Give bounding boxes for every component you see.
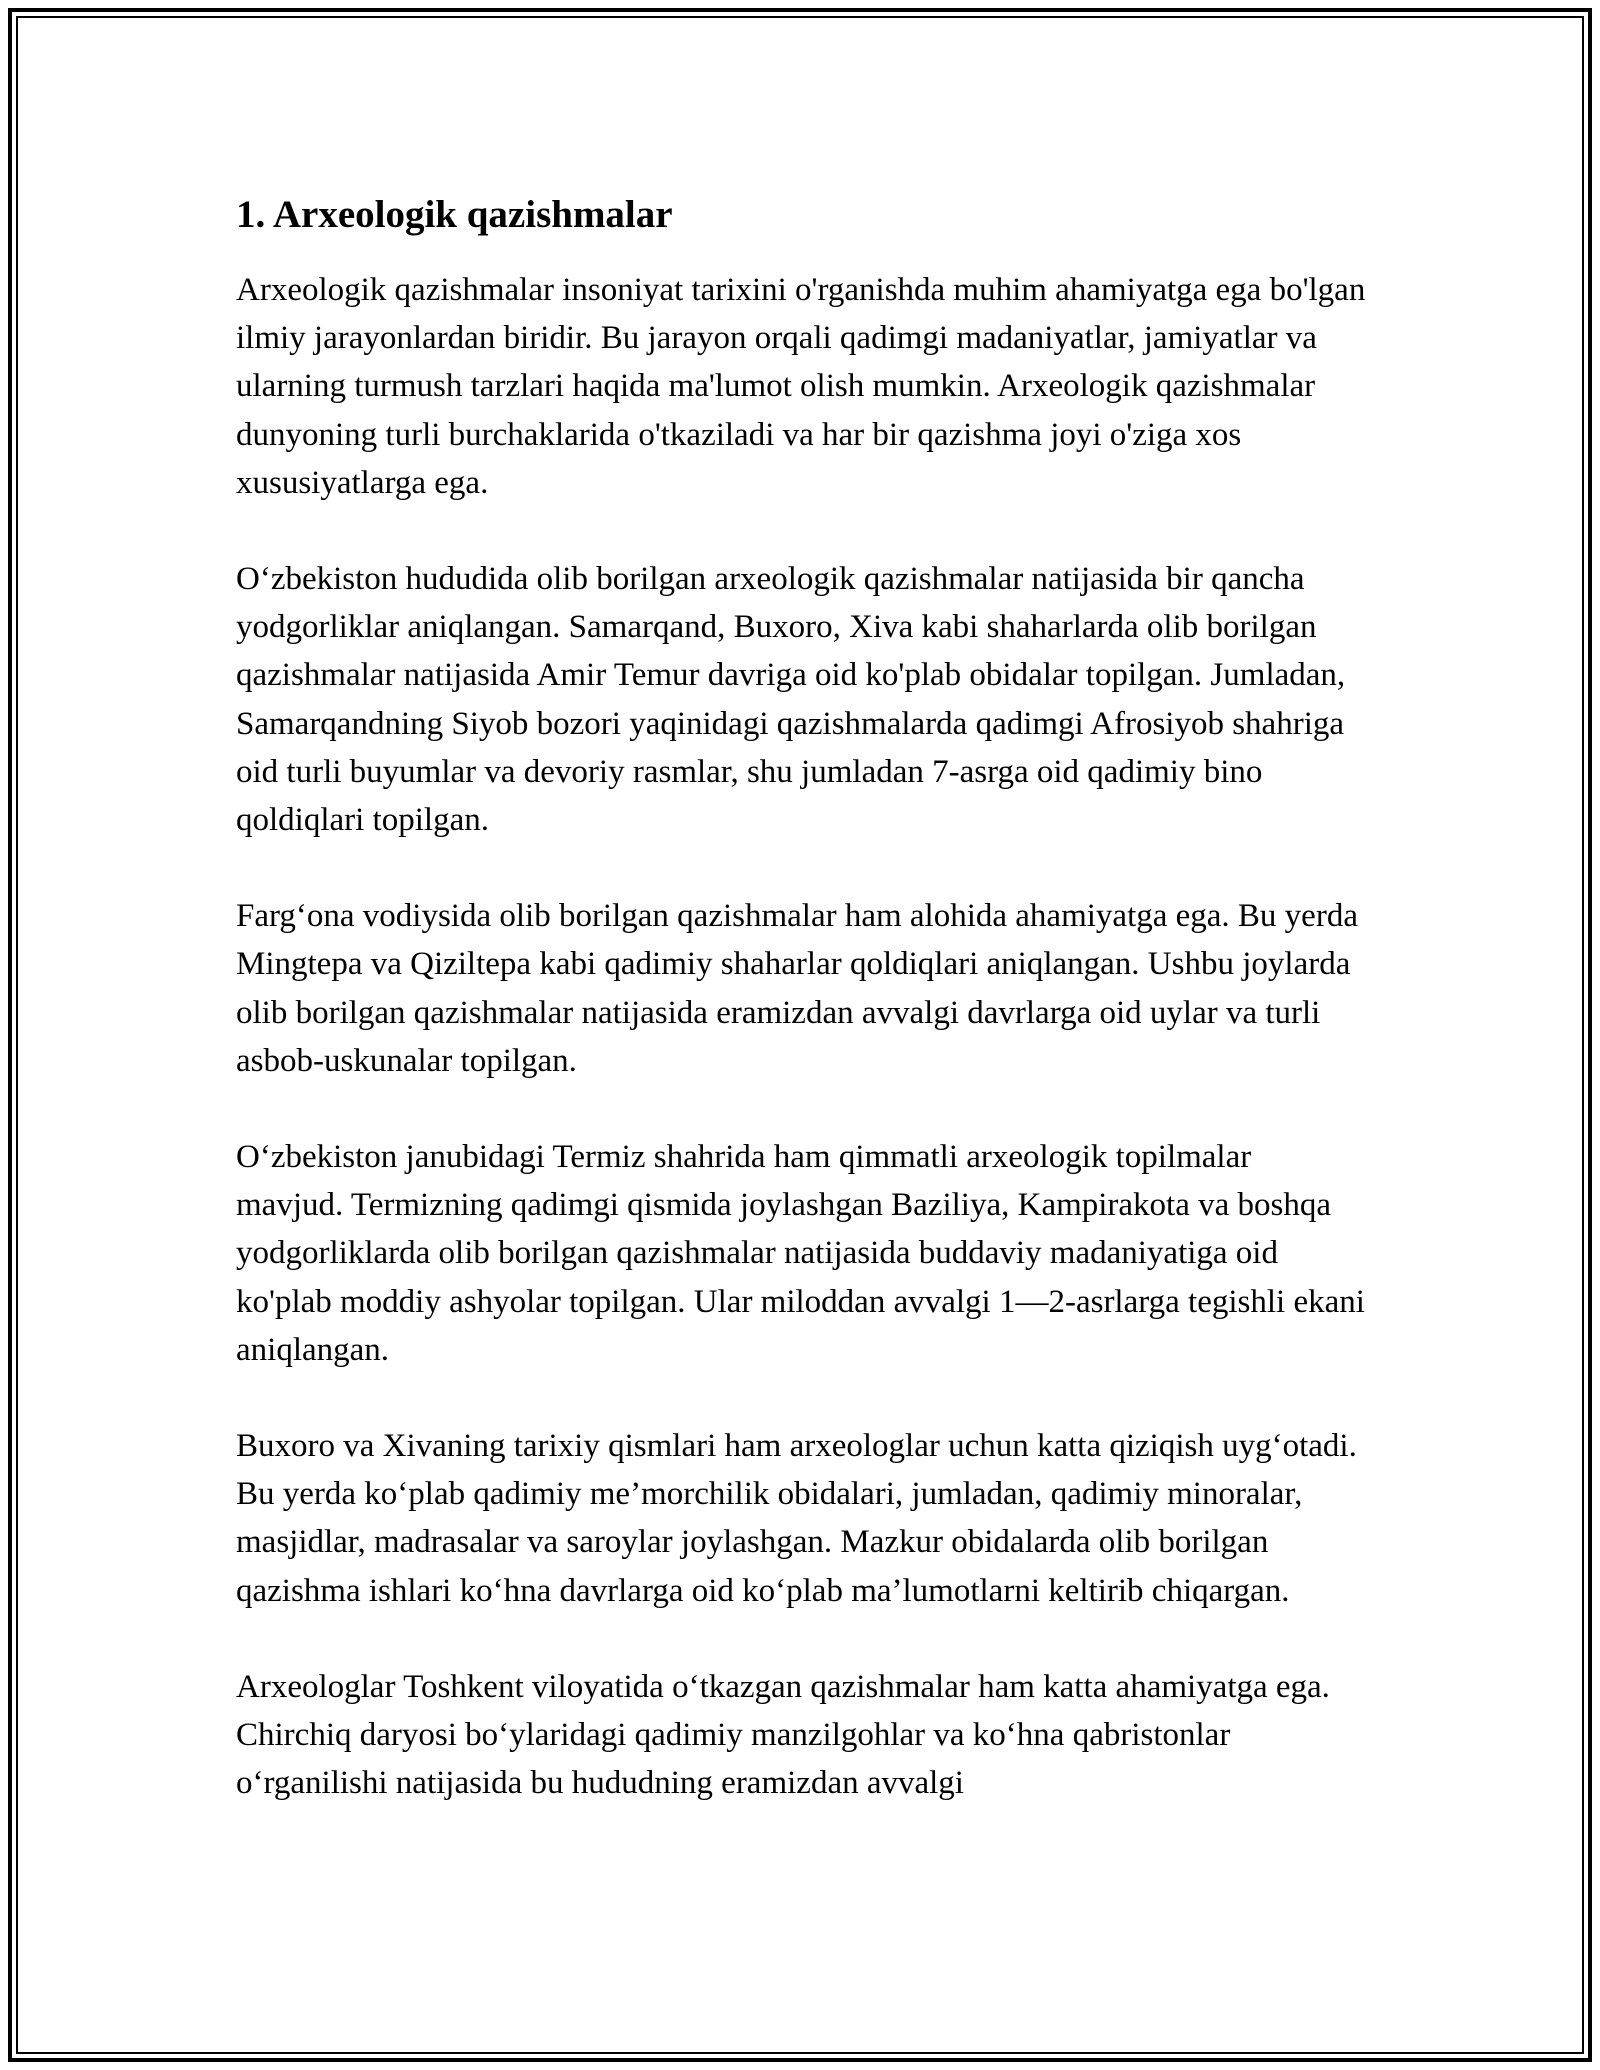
- document-body: [236, 188, 1366, 1807]
- paragraph-termez: O‘zbekiston janubidagi Termiz shahrida ham qimmatli arxeologik topilmalar mavjud. Termizning qadimgi qismida joylashgan Baziliya, Kampirakota va boshqa yodgorliklarda olib borilgan qazishmalar natijasida buddaviy madaniyatiga oid ko'plab moddiy ashyolar topilgan. Ular miloddan avvalgi 1—2-asrlarga tegishli ekani aniqlangan.: [236, 1139, 1365, 1368]
- section-title: 1. Arxeologik qazishmalar: [236, 193, 673, 236]
- paragraph-uzbekistan: O‘zbekiston hududida olib borilgan arxeologik qazishmalar natijasida bir qancha yodgorliklar aniqlangan. Samarqand, Buxoro, Xiva kabi shaharlarda olib borilgan qazishmalar natijasida Amir Temur davriga oid ko'plab obidalar topilgan. Jumladan, Samarqandning Siyob bozori yaqinidagi qazishmalarda qadimgi Afrosiyob shahriga oid turli buyumlar va devoriy rasmlar, shu jumladan 7-asrga oid qadimiy bino qoldiqlari topilgan.: [236, 561, 1346, 839]
- paragraph-tashkent: Arxeologlar Toshkent viloyatida o‘tkazgan qazishmalar ham katta ahamiyatga ega. Chirchiq daryosi bo‘ylaridagi qadimiy manzilgohlar va ko‘hna qabristonlar o‘rganilishi natijasida bu hududning eramizdan avvalgi: [236, 1668, 1330, 1802]
- paragraph-intro: Arxeologik qazishmalar insoniyat tarixini o'rganishda muhim ahamiyatga ega bo'lgan ilmiy jarayonlardan biridir. Bu jarayon orqali qadimgi madaniyatlar, jamiyatlar va ularning turmush tarzlari haqida ma'lumot olish mumkin. Arxeologik qazishmalar dunyoning turli burchaklarida o'tkaziladi va har bir qazishma joyi o'ziga xos xususiyatlarga ega.: [236, 272, 1366, 501]
- paragraph-bukhara-khiva: Buxoro va Xivaning tarixiy qismlari ham arxeologlar uchun katta qiziqish uyg‘otadi. Bu yerda ko‘plab qadimiy me’morchilik obidalari, jumladan, qadimiy minoralar, masjidlar, madrasalar va saroylar joylashgan. Mazkur obidalarda olib borilgan qazishma ishlari ko‘hna davrlarga oid ko‘plab ma’lumotlarni keltirib chiqargan.: [236, 1428, 1357, 1609]
- paragraph-fergana: Farg‘ona vodiysida olib borilgan qazishmalar ham alohida ahamiyatga ega. Bu yerda Mingtepa va Qiziltepa kabi qadimiy shaharlar qoldiqlari aniqlangan. Ushbu joylarda olib borilgan qazishmalar natijasida eramizdan avvalgi davrlarga oid uylar va turli asbob-uskunalar topilgan.: [236, 898, 1358, 1079]
